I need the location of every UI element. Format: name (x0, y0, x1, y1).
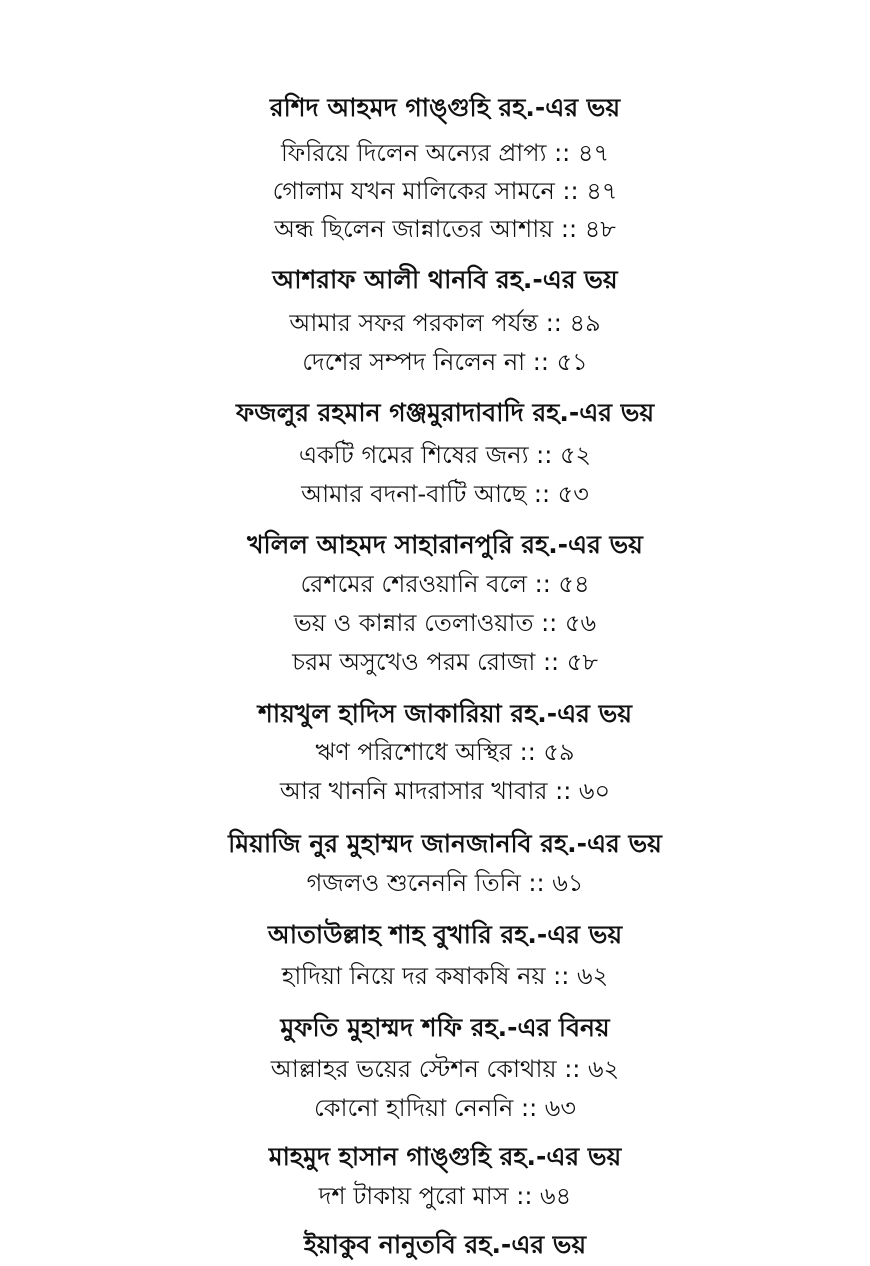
section-heading: খলিল আহমদ সাহারানপুরি রহ.-এর ভয় (247, 530, 643, 559)
toc-entry: আমার সফর পরকাল পর্যন্ত :: ৪৯ (289, 309, 601, 337)
section-heading: রশিদ আহমদ গাঙ্গুহি রহ.-এর ভয় (269, 93, 621, 122)
toc-entry: কোনো হাদিয়া নেননি :: ৬৩ (313, 1094, 577, 1122)
section-heading: আশরাফ আলী থানবি রহ.-এর ভয় (272, 265, 618, 294)
toc-entry: দশ টাকায় পুরো মাস :: ৬৪ (318, 1182, 572, 1210)
toc-entry: অন্ধ ছিলেন জান্নাতের আশায় :: ৪৮ (274, 215, 616, 243)
toc-entry: গোলাম যখন মালিকের সামনে :: ৪৭ (272, 177, 618, 205)
section-heading: মুফতি মুহাম্মদ শফি রহ.-এর বিনয় (280, 1013, 610, 1042)
section-heading: ইয়াকুব নানুতবি রহ.-এর ভয় (303, 1230, 587, 1259)
toc-entry: আমার বদনা-বাটি আছে :: ৫৩ (301, 480, 589, 508)
toc-entry: রেশমের শেরওয়ানি বলে :: ৫৪ (300, 570, 590, 598)
toc-entry: গজলও শুনেননি তিনি :: ৬১ (306, 869, 584, 897)
toc-entry: আর খাননি মাদরাসার খাবার :: ৬০ (279, 777, 611, 805)
toc-entry: চরম অসুখেও পরম রোজা :: ৫৮ (292, 648, 598, 676)
toc-entry: একটি গমের শিষের জন্য :: ৫২ (298, 441, 592, 469)
section-heading: আতাউল্লাহ শাহ বুখারি রহ.-এর ভয় (267, 920, 623, 949)
section-heading: শায়খুল হাদিস জাকারিয়া রহ.-এর ভয় (258, 699, 632, 728)
toc-entry: হাদিয়া নিয়ে দর কষাকষি নয় :: ৬২ (281, 962, 609, 990)
section-heading: মিয়াজি নুর মুহাম্মদ জানজানবি রহ.-এর ভয় (228, 829, 662, 858)
section-heading: মাহমুদ হাসান গাঙ্গুহি রহ.-এর ভয় (268, 1142, 622, 1171)
toc-entry: দেশের সম্পদ নিলেন না :: ৫১ (302, 348, 588, 376)
section-heading: ফজলুর রহমান গঞ্জমুরাদাবাদি রহ.-এর ভয় (235, 398, 655, 427)
toc-entry: ঋণ পরিশোধে অস্থির :: ৫৯ (315, 738, 575, 766)
toc-entry: ফিরিয়ে দিলেন অন্যের প্রাপ্য :: ৪৭ (280, 139, 610, 167)
toc-entry: আল্লাহর ভয়ের স্টেশন কোথায় :: ৬২ (270, 1055, 620, 1083)
toc-entry: ভয় ও কান্নার তেলাওয়াত :: ৫৬ (293, 609, 597, 637)
